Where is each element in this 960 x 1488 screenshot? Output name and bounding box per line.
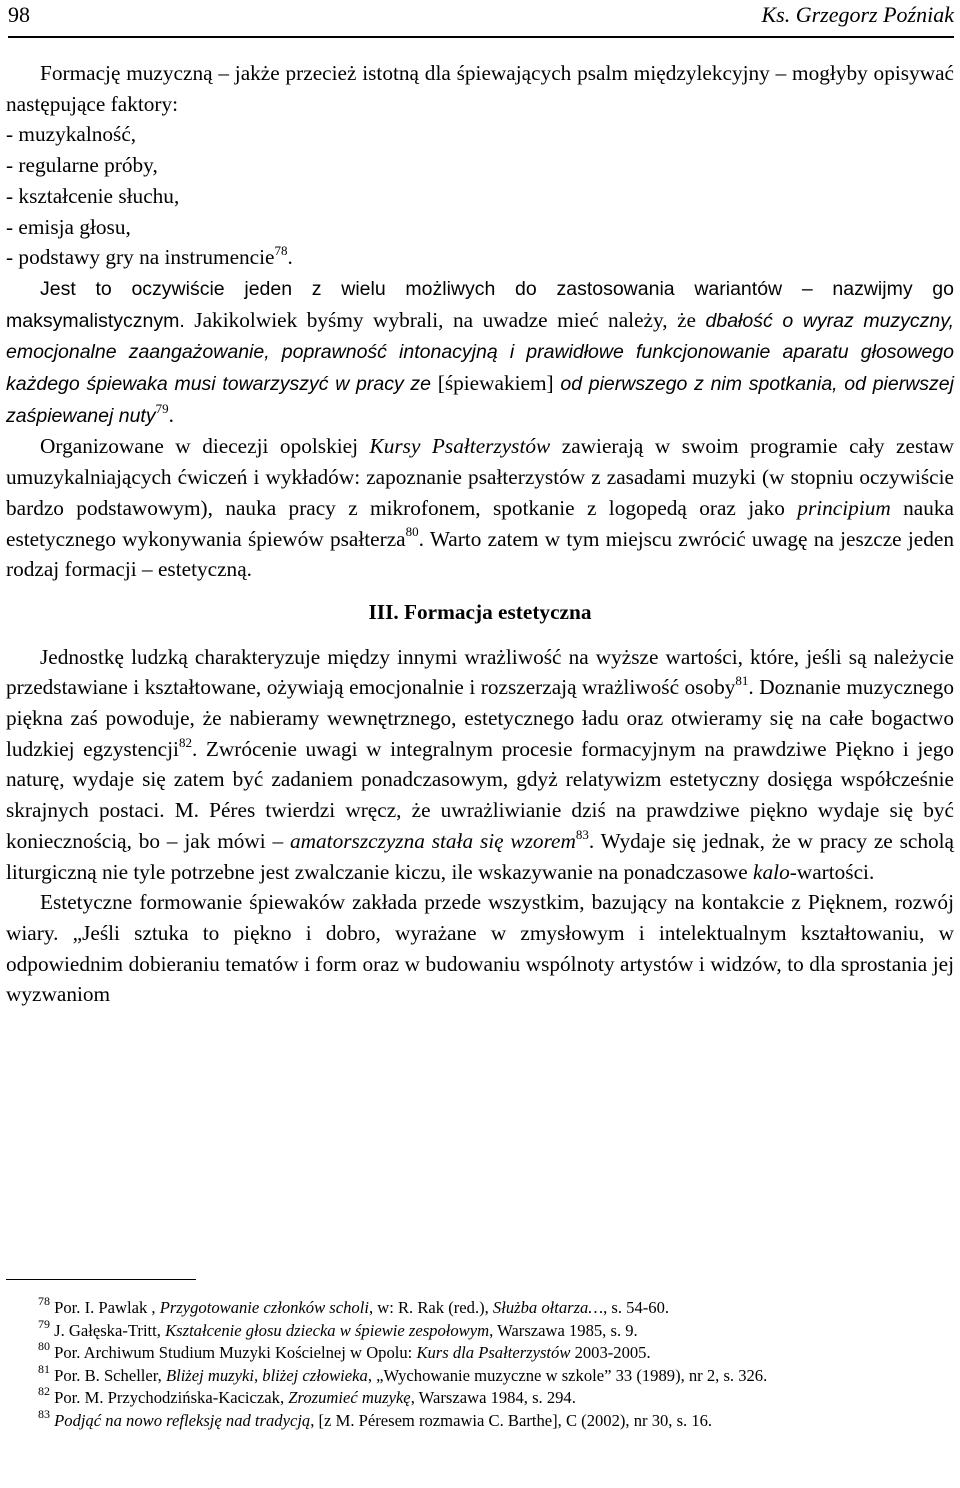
- paragraph-text: Estetyczne formowanie śpiewaków zakłada przede wszystkim, bazujący na kontakcie z Pięknem, rozwój wiary. „Jeśli sztuka to piękno i dobro, wyrażane w zmysłowym i intelektualnym kształtowaniu, w odpowiednim dobieraniu tematów i form oraz w budowaniu wspólnoty artystów i widzów, to dla sprostania jej wyzwaniom: [6, 890, 954, 1007]
- course-title: Kursy Psałterzystów: [369, 434, 551, 459]
- footnote-ref[interactable]: 83: [575, 826, 589, 842]
- paragraph-text: Jest to oczywiście jeden z wielu możliwych do zastosowania wariantów – nazwijmy go maksymalistycznym.: [6, 277, 954, 332]
- footnote-ref[interactable]: 80: [405, 524, 419, 540]
- footnote-ref[interactable]: 81: [735, 673, 749, 689]
- paragraph-formation-factors: [6, 58, 954, 119]
- footnote: [6, 1316, 954, 1343]
- factor-list-item: - emisja głosu,: [6, 214, 131, 239]
- factor-list-item: - muzykalność,: [6, 122, 137, 147]
- paragraph-text: Jednostkę ludzką charakteryzuje między innymi wrażliwość na wyższe wartości, które, jeśli są należycie przedstawiane i kształtowane, ożywiają emocjonalnie i rozszerzają wrażliwość osoby: [6, 644, 954, 700]
- footnote: [6, 1384, 954, 1410]
- greek-term: kalo: [753, 859, 790, 884]
- paragraph-text: Organizowane w diecezji opolskiej: [40, 434, 370, 459]
- page-number: 98: [8, 2, 30, 27]
- editorial-insert: [śpiewakiem]: [437, 371, 554, 396]
- footnote-ref[interactable]: 82: [178, 734, 192, 750]
- footnote: [6, 1294, 954, 1320]
- footnote-number: 78: [38, 1294, 50, 1309]
- footnote-separator: [6, 1279, 196, 1280]
- footnote-text: Por. I. Pawlak ,: [50, 1298, 160, 1317]
- paragraph-text: Formację muzyczną – jakże przecież istotną dla śpiewających psalm międzylekcyjny – mogłyby opisywać następujące faktory:: [6, 61, 954, 116]
- footnote-text: 2003-2005.: [570, 1343, 651, 1362]
- paragraph-text: Jakikolwiek byśmy wybrali, na uwadze mieć należy, że: [184, 307, 706, 332]
- footnote: [6, 1361, 954, 1388]
- footnote-text: , w: R. Rak (red.),: [368, 1298, 493, 1317]
- footnote: [6, 1406, 954, 1433]
- footnote-text: Por. B. Scheller,: [50, 1365, 166, 1385]
- footnote-text: Por. Archiwum Studium Muzyki Kościelnej w Opolu:: [50, 1343, 417, 1362]
- footnote-title: Zrozumieć muzykę: [288, 1388, 411, 1407]
- footnote: [6, 1339, 954, 1365]
- footnote-number: 79: [38, 1316, 50, 1331]
- paragraph-text: zawierają w swoim programie cały zestaw umuzykalniających ćwiczeń i wykładów: zapoznanie psałterzystów z zasadami muzyki (w stopniu oczywiście bardzo podstawowym), nauka pracy z mikrofonem, spotkanie z logopedą oraz jako: [6, 434, 954, 520]
- running-title: Ks. Grzegorz Poźniak: [761, 2, 954, 27]
- latin-term: principium: [797, 495, 891, 520]
- footnotes: [6, 1294, 954, 1432]
- footnote-title: Podjąć na nowo refleksję nad tradycją: [54, 1410, 311, 1430]
- footnote-ref[interactable]: 79: [155, 400, 169, 416]
- paragraph-text: nauka estetycznego wykonywania śpiewów psałterza: [6, 495, 954, 551]
- footnote-title: Przygotowanie członków scholi: [159, 1298, 369, 1317]
- footnote-text: , s. 54-60.: [603, 1298, 670, 1317]
- footnote-text: , „Wychowanie muzyczne w szkole” 33 (1989), nr 2, s. 326.: [367, 1365, 768, 1385]
- quotation-text: amatorszczyzna stała się wzorem: [290, 828, 576, 853]
- paragraph-text: -wartości.: [789, 859, 875, 884]
- punctuation: .: [168, 402, 174, 427]
- footnote-text: , Warszawa 1985, s. 9.: [489, 1320, 638, 1340]
- paragraph-text: . Zwrócenie uwagi w integralnym procesie formacyjnym na prawdziwe Piękno i jego naturę, wydaje się zatem być zadaniem ponadczasowym, gdyż relatywizm estetyczny dosięga współcześnie skrajnych postaci. M. Péres twierdzi wręcz, że uwrażliwianie dziś na prawdziwe piękno wydaje się być koniecznością, bo – jak mówi –: [6, 736, 954, 853]
- quotation-text: dbałość o wyraz muzyczny, emocjonalne zaangażowanie, poprawność intonacyjną i prawidłowe funkcjonowanie aparatu głosowego każdego śpiewaka musi towarzyszyć w pracy ze: [6, 309, 954, 396]
- factor-list-item: - kształcenie słuchu,: [6, 183, 180, 208]
- footnote-number: 80: [38, 1339, 50, 1354]
- footnote-number: 81: [38, 1361, 50, 1376]
- main-text: [6, 58, 954, 1010]
- paragraph-courses: [6, 431, 954, 585]
- footnote-title: Służba ołtarza…: [492, 1298, 604, 1317]
- factor-list-item: - regularne próby,: [6, 153, 158, 178]
- section-heading: III. Formacja estetyczna: [368, 599, 592, 624]
- paragraph-faith: [6, 887, 954, 1010]
- footnote-text: J. Gałęska-Tritt,: [50, 1320, 166, 1340]
- punctuation: .: [287, 245, 293, 270]
- footnote-text: , [z M. Péresem rozmawia C. Barthe], C (2002), nr 30, s. 16.: [310, 1410, 713, 1430]
- paragraph-variant: [6, 273, 954, 432]
- paragraph-text: . Warto zatem w tym miejscu zwrócić uwagę na jeszcze jeden rodzaj formacji – estetyczną.: [6, 526, 954, 582]
- running-header: [8, 0, 954, 38]
- paragraph-text: . Doznanie muzycznego piękna zaś powoduje, że nabieramy wewnętrznego, estetycznego ładu oraz otwieramy się na całe bogactwo ludzkiej egzystencji: [6, 675, 954, 761]
- paragraph-aesthetic-formation: [6, 642, 954, 888]
- footnote-title: Kształcenie głosu dziecka w śpiewie zespołowym: [165, 1320, 490, 1340]
- factor-list-item: [6, 242, 954, 273]
- footnote-number: 83: [38, 1406, 50, 1421]
- factor-list-text: - podstawy gry na instrumencie: [6, 245, 275, 270]
- footnote-ref[interactable]: 78: [274, 243, 288, 259]
- footnote-title: Bliżej muzyki, bliżej człowieka: [165, 1365, 368, 1385]
- footnote-text: , Warszawa 1984, s. 294.: [410, 1388, 576, 1407]
- paragraph-text: . Wydaje się jednak, że w pracy ze scholą liturgiczną nie tyle potrzebne jest zwalczanie kiczu, ile wskazywanie na ponadczasowe: [6, 828, 954, 884]
- quotation-text: od pierwszego z nim spotkania, od pierwszej zaśpiewanej nuty: [6, 373, 954, 427]
- footnote-number: 82: [38, 1384, 50, 1399]
- footnote-title: Kurs dla Psałterzystów: [416, 1343, 571, 1362]
- footnote-text: Por. M. Przychodzińska-Kaciczak,: [50, 1388, 289, 1407]
